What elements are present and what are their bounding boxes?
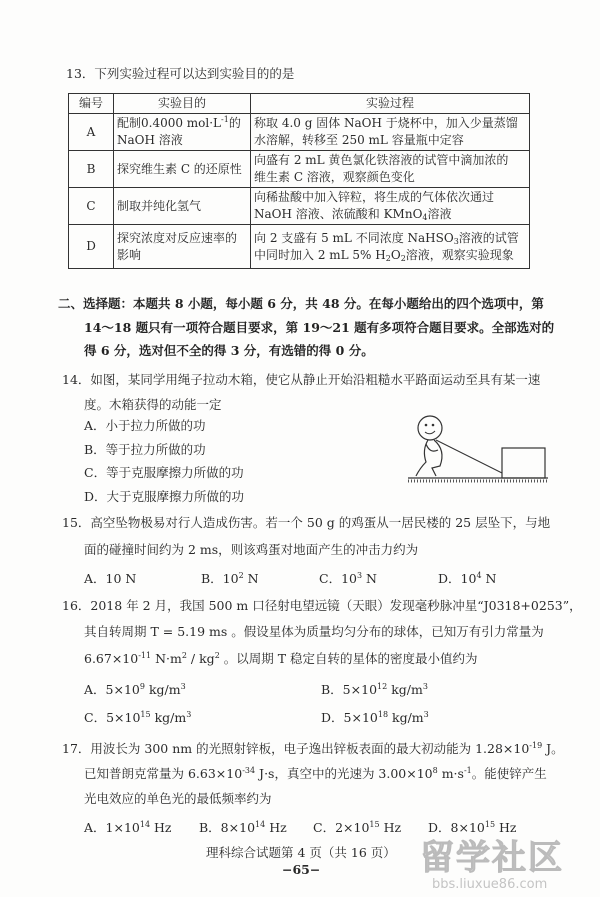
figure-person-pulling-box	[400, 410, 550, 490]
row-process	[251, 114, 530, 151]
q14-option: D．大于克服摩擦力所做的功	[84, 489, 245, 504]
q16-stem	[84, 649, 478, 667]
text-segment: A．10 N	[84, 571, 137, 586]
text-segment: 。以周期 T 稳定自转的星体的密度最小值约为	[219, 651, 478, 666]
q14-option: A．小于拉力所做的功	[84, 418, 206, 433]
footer-number: −65−	[282, 862, 321, 877]
row-goal: 探究维生素 C 的还原性	[114, 151, 251, 188]
q15-option	[201, 569, 259, 587]
text-segment: O	[390, 247, 401, 262]
text-segment: A．5×10	[84, 682, 140, 697]
text-segment: 向盛有 2 mL 黄色氯化铁溶液的试管中滴加浓的	[254, 153, 509, 167]
row-goal	[114, 114, 251, 151]
q17-stem	[84, 764, 547, 782]
q17-option	[199, 818, 287, 836]
text-segment: 12	[377, 682, 388, 691]
table-row	[69, 225, 530, 269]
text-segment: B．10	[201, 571, 239, 586]
q14-option: C．等于克服摩擦力所做的功	[84, 465, 244, 480]
text-segment: N·m	[151, 651, 182, 666]
text-segment: 8	[432, 766, 438, 775]
text-segment: 14	[255, 820, 266, 829]
q13-stem: 13．下列实验过程可以达到实验目的的是	[66, 66, 295, 81]
text-segment: J·s，真空中的光速为 3.00×10	[255, 766, 433, 781]
q16-stem: 其自转周期 T = 5.19 ms 。假设星体为质量均匀分布的球体，已知万有引力常量为	[84, 624, 544, 639]
text-segment: m·s	[437, 766, 464, 781]
text-segment: B．5×10	[321, 682, 378, 697]
row-id: A	[69, 114, 114, 151]
text-segment: 3	[422, 682, 428, 691]
text-segment: 17．用波长为 300 nm 的光照射锌板，电子逸出锌板表面的最大初动能为 1.28×10	[62, 741, 530, 756]
text-segment: 的	[228, 116, 241, 130]
text-segment: N	[362, 571, 377, 586]
text-segment: 中同时加入 2 mL 5% H	[254, 247, 386, 262]
text-segment: 维生素 C 溶液，观察颜色变化	[254, 170, 415, 184]
section-instructions: 14～18 题只有一项符合题目要求，第 19～21 题有多项符合题目要求。全部选对的	[84, 320, 555, 335]
text-segment: kg/m	[150, 710, 187, 725]
text-segment: 向 2 支盛有 5 mL 不同浓度 NaHSO	[254, 230, 454, 245]
row-id: D	[69, 225, 114, 269]
q15-stem: 面的碰撞时间约为 2 ms，则该鸡蛋对地面产生的冲击力约为	[84, 542, 419, 557]
text-segment: C．5×10	[84, 710, 141, 725]
text-segment: 15	[140, 710, 151, 719]
row-process	[251, 151, 530, 188]
text-segment: 溶液的试管	[458, 230, 519, 245]
header-id: 编号	[69, 94, 114, 114]
text-segment: 水溶解，转移至 250 mL 容量瓶中定容	[254, 133, 464, 147]
text-segment: 6.67×10	[84, 651, 139, 666]
row-id: C	[69, 188, 114, 225]
footer-page: 理科综合试题第 4 页（共 16 页）	[206, 845, 396, 860]
text-segment: 探究浓度对反应速率的	[117, 230, 238, 245]
text-segment: Hz	[265, 820, 287, 835]
table-row	[69, 151, 530, 188]
q15-option	[84, 569, 136, 587]
text-segment: 配制0.4000 mol·L	[117, 116, 222, 130]
q16-option	[84, 680, 186, 698]
text-segment: NaOH 溶液	[117, 133, 183, 147]
text-segment: 影响	[117, 247, 142, 262]
text-segment: bbs.liuxue86.com	[432, 877, 548, 892]
text-segment: N	[481, 571, 497, 586]
text-segment: 2	[238, 571, 244, 580]
q17-option	[84, 818, 172, 836]
row-process	[251, 225, 530, 269]
text-segment: C．10	[319, 571, 357, 586]
header-process: 实验过程	[251, 94, 530, 114]
text-segment: A．1×10	[84, 820, 140, 835]
text-segment: Hz	[150, 820, 172, 835]
q17-option	[313, 818, 401, 836]
q15-option	[319, 569, 377, 587]
text-segment: 15	[369, 820, 380, 829]
text-segment: 2	[385, 253, 391, 263]
table-header	[69, 94, 530, 114]
text-segment: 4	[422, 213, 428, 222]
text-segment: kg/m	[387, 682, 423, 697]
text-segment: 向稀盐酸中加入锌粒，将生成的气体依次通过	[254, 190, 495, 204]
text-segment: 2	[400, 253, 406, 263]
table-row	[69, 114, 530, 151]
watermark-logo	[420, 830, 564, 892]
table-row	[69, 188, 530, 225]
text-segment: / kg	[186, 651, 215, 666]
text-segment: 已知普朗克常量为 6.63×10	[84, 766, 243, 781]
q13-table	[68, 93, 530, 269]
text-segment: 3	[180, 682, 186, 691]
text-segment: -19	[529, 741, 543, 750]
text-segment: -11	[138, 651, 152, 660]
text-segment: 14	[139, 820, 151, 829]
text-segment: 2	[181, 651, 187, 660]
q16-option	[321, 680, 428, 698]
text-segment: D．8×10	[428, 820, 485, 835]
q16-stem: 16．2018 年 2 月，我国 500 m 口径射电望远镜（天眼）发现毫秒脉冲星“J0318+0253”，	[62, 598, 582, 613]
text-segment: 溶液，观察实验现象	[405, 247, 514, 262]
text-segment: -1	[463, 766, 472, 775]
section-instructions: 得 6 分，选对但不全的得 3 分，有选错的得 0 分。	[84, 343, 374, 358]
text-segment: D．5×10	[321, 710, 378, 725]
text-segment: -34	[242, 766, 256, 775]
text-segment: 9	[139, 682, 145, 691]
q16-option	[84, 708, 191, 726]
text-segment: NaOH 溶液、浓硫酸和 KMnO	[254, 207, 423, 221]
text-segment: 留学社区	[420, 838, 564, 878]
text-segment: 2	[214, 651, 220, 660]
q14-stem: 度。木箱获得的动能一定	[84, 397, 222, 412]
text-segment: J。	[542, 741, 564, 756]
text-segment: N	[243, 571, 259, 586]
text-segment: -1	[221, 115, 229, 124]
text-segment: B．8×10	[199, 820, 256, 835]
text-segment: D．10	[438, 571, 477, 586]
section-instructions: 二、选择题：本题共 8 小题，每小题 6 分，共 48 分。在每小题给出的四个选项中，第	[58, 296, 544, 311]
q17-stem: 光电效应的单色光的最低频率约为	[84, 791, 272, 806]
header-goal: 实验目的	[114, 94, 251, 114]
text-segment: 称取 4.0 g 固体 NaOH 于烧杯中，加入少量蒸馏	[254, 116, 518, 130]
text-segment: 3	[423, 710, 429, 719]
text-segment: C．2×10	[313, 820, 370, 835]
q15-option	[438, 569, 496, 587]
text-segment: 3	[453, 236, 459, 246]
text-segment: Hz	[379, 820, 402, 835]
row-goal	[114, 225, 251, 269]
row-id: B	[69, 151, 114, 188]
text-segment: kg/m	[388, 710, 424, 725]
text-segment: 。能使锌产生	[471, 766, 547, 781]
text-segment: kg/m	[144, 682, 181, 697]
text-segment: 3	[186, 710, 192, 719]
text-segment: 15	[484, 820, 496, 829]
text-segment: 溶液	[427, 207, 452, 221]
q14-stem: 14．如图，某同学用绳子拉动木箱，使它从静止开始沿粗糙水平路面运动至具有某一速	[62, 372, 541, 387]
q14-option: B．等于拉力所做的功	[84, 442, 206, 457]
row-process	[251, 188, 530, 225]
text-segment: 18	[377, 710, 389, 719]
text-segment: Hz	[495, 820, 517, 835]
row-goal: 制取并纯化氢气	[114, 188, 251, 225]
text-segment: 3	[356, 571, 363, 580]
text-segment: 4	[476, 571, 482, 580]
q16-option	[321, 708, 429, 726]
q15-stem: 15．高空坠物极易对行人造成伤害。若一个 50 g 的鸡蛋从一居民楼的 25 层坠下，与地	[62, 515, 551, 530]
q17-stem	[62, 739, 564, 757]
